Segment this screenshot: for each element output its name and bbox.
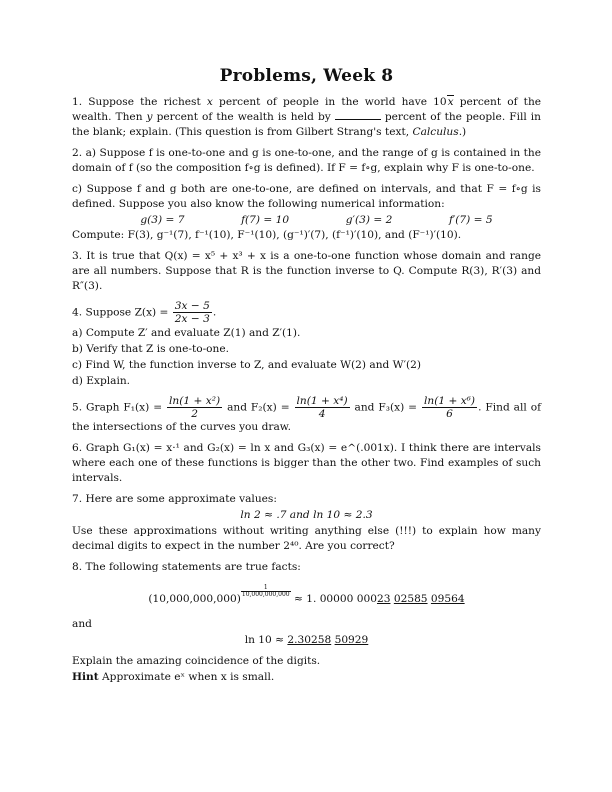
problem-4: 4. Suppose Z(x) = $\frac{3x - 5}{2x - 3}$ . <box>72 300 217 325</box>
problem-3: 3. It is true that Q(x) = x⁵ + x³ + x is a one-to-one function whose domain and range are all numbers. Suppose that R is the function inverse to Q. Compute R(3), R′(3) and R″(3). <box>72 250 541 292</box>
hint-label: Hint <box>72 671 99 683</box>
problem-1-number: 1. <box>72 96 83 108</box>
problem-4a: a) Compute Z′ and evaluate Z(1) and Z′(1). <box>72 327 301 339</box>
problem-4c: c) Find W, the function inverse to Z, and evaluate W(2) and W′(2) <box>72 359 421 371</box>
problem-7: 7. Here are some approximate values: <box>72 493 277 505</box>
page-title: Problems, Week 8 <box>219 66 394 86</box>
z-fraction: $\frac{3x - 5}{2x - 3}$ <box>174 300 210 325</box>
value-item: f′(7) = 5 <box>448 214 493 226</box>
fill-in-blank <box>335 110 381 120</box>
problem-sheet <box>72 66 541 691</box>
f3-fraction: $\frac{\text{ln(1 + x⁶)}}{6}$ <box>424 395 476 420</box>
book-title: Calculus <box>412 126 459 138</box>
problem-8-hint: Hint Approximate eˣ when x is small. <box>72 671 275 683</box>
value-item: g(3) = 7 <box>140 214 185 226</box>
sqrt-x: x <box>447 96 454 108</box>
problem-8-equation-1: (10,000,000,000) $\frac{1}{10,000,000,000}$ ≈ 1. 00000 00023 02585 09564 <box>148 584 465 605</box>
f2-fraction: $\frac{\text{ln(1 + x⁴)}}{4}$ <box>296 395 348 420</box>
problem-8-explain: Explain the amazing coincidence of the digits. <box>72 655 321 667</box>
problem-4b: b) Verify that Z is one-to-one. <box>72 343 229 355</box>
problem-6: 6. Graph G₁(x) = x·¹ and G₂(x) = ln x and G₃(x) = e^(.001x). I think there are intervals where each one of these functions is bigger than the other two. Find examples of such intervals. <box>72 442 541 484</box>
problem-8-and: and <box>72 618 92 630</box>
exponent-fraction: $\frac{1}{10,000,000,000}$ <box>241 584 290 598</box>
f1-fraction: $\frac{\text{ln(1 + x²)}}{2}$ <box>169 395 221 420</box>
problem-2c-compute: Compute: F(3), g⁻¹(7), f⁻¹(10), F⁻¹(10), (g⁻¹)′(7), (f⁻¹)′(10), and (F⁻¹)′(10). <box>72 229 462 241</box>
problem-2a: 2. a) Suppose f is one-to-one and g is one-to-one, and the range of g is contained in the domain of f (so the composition f∘g is defined). If F = f∘g, explain why F is one-to-one. <box>72 147 541 174</box>
problem-5: 5. Graph F₁(x) = $\frac{\text{ln(1 + x²)}}{2}$ and F₂(x) = $\frac{\text{ln(1 + x⁴)}}{4}$ and F₃(x) = $\frac{\text{ln(1 + x⁶)}}{6}$ . Find all of the intersections of the curves you draw. <box>72 395 542 433</box>
numerical-info <box>72 213 541 228</box>
problem-4d: d) Explain. <box>72 375 131 387</box>
problem-2c: c) Suppose f and g both are one-to-one, are defined on intervals, and that F = f∘g is defined. Suppose you also know the following numerical information: <box>72 183 541 210</box>
problem-8: 8. The following statements are true facts: <box>72 561 301 573</box>
problem-7-text: Use these approximations without writing anything else (!!!) to explain how many decimal digits to expect in the number 2⁴⁰. Are you correct? <box>72 525 541 552</box>
value-item: f(7) = 10 <box>241 214 290 226</box>
problem-1: 1. Suppose the richest x percent of people in the world have 10x percent of the wealth. Then y percent of the wealth is held by percent of the people. Fill in the blank; explain. (This question is from Gilbert Strang's text, Calculus.) <box>72 96 542 138</box>
value-item: g′(3) = 2 <box>345 214 393 226</box>
problem-8-equation-2: ln 10 ≈ 2.30258 50929 <box>244 634 369 646</box>
problem-7-equation: ln 2 ≈ .7 and ln 10 ≈ 2.3 <box>240 509 373 521</box>
